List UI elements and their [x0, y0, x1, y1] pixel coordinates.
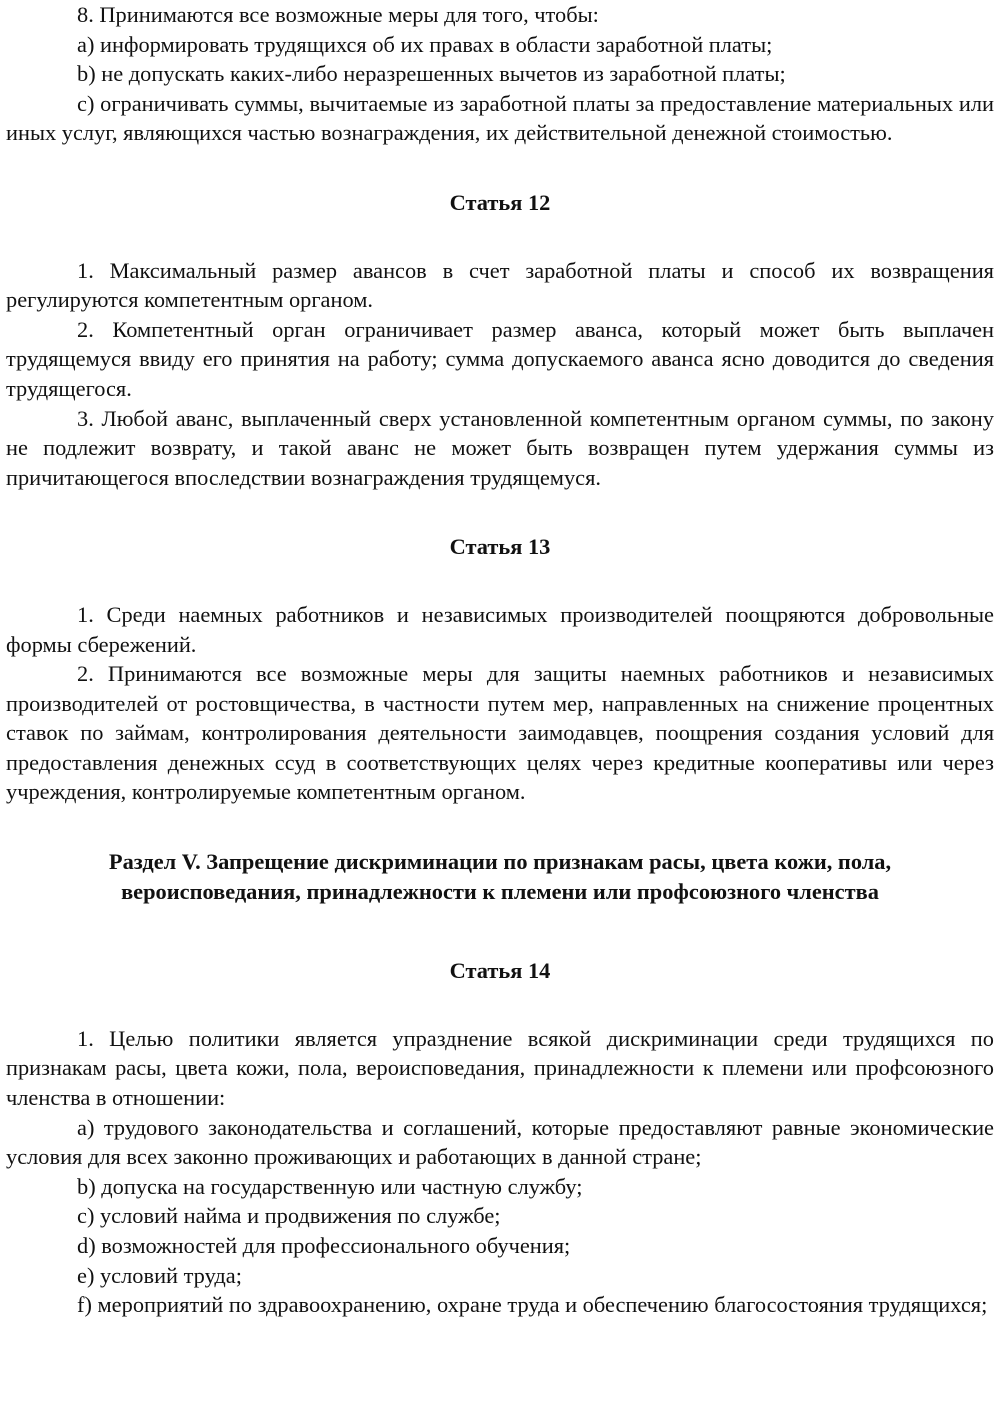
paragraph: e) условий труда; [77, 1262, 242, 1288]
paragraph: f) мероприятий по здравоохранению, охране труда и обеспечению благосостояния трудящихся; [77, 1292, 988, 1318]
section-5-title: Раздел V. Запрещение дискриминации по признакам расы, цвета кожи, пола, вероисповедания, принадлежности к племени или профсоюзного членства [108, 849, 892, 904]
article-13 [6, 532, 994, 807]
article-12 [6, 188, 994, 492]
paragraph: a) информировать трудящихся об их правах в области заработной платы; [77, 31, 773, 57]
article-14 [6, 956, 994, 1320]
article-12-title: Статья 12 [449, 189, 551, 215]
paragraph: 2. Принимаются все возможные меры для защиты наемных работников и независимых производителей от ростовщичества, в частности путем мер, направленных на снижение процентных ставок по займам, контролирования деятельности заимодавцев, поощрения создания условий для предоставления денежных ссуд в соответствующих целях через кредитные кооперативы или через учреждения, контролируемые компетентным органом. [6, 661, 994, 805]
paragraph: c) ограничивать суммы, вычитаемые из заработной платы за предоставление материальных или иных услуг, являющихся частью вознаграждения, их действительной денежной стоимостью. [6, 90, 994, 146]
paragraph: 1. Среди наемных работников и независимых производителей поощряются добровольные формы сбережений. [6, 601, 994, 657]
paragraph: b) допуска на государственную или частную службу; [77, 1173, 583, 1199]
section-5 [6, 847, 994, 906]
article-11-continuation [6, 0, 994, 148]
document-page [6, 0, 994, 1320]
paragraph: 1. Максимальный размер авансов в счет заработной платы и способ их возвращения регулируются компетентным органом. [6, 257, 994, 313]
paragraph: 3. Любой аванс, выплаченный сверх установленной компетентным органом суммы, по закону не подлежит возврату, и такой аванс не может быть возвращен путем удержания суммы из причитающегося впоследствии вознаграждения трудящемуся. [6, 405, 994, 490]
paragraph: 1. Целью политики является упразднение всякой дискриминации среди трудящихся по признакам расы, цвета кожи, пола, вероисповедания, принадлежности к племени или профсоюзного членства в отношении: [6, 1025, 994, 1111]
paragraph: d) возможностей для профессионального обучения; [77, 1233, 571, 1258]
article-13-title: Статья 13 [449, 534, 551, 560]
paragraph: a) трудового законодательства и соглашений, которые предоставляют равные экономические условия для всех законно проживающих и работающих в данной стране; [6, 1114, 994, 1170]
paragraph: b) не допускать каких-либо неразрешенных вычетов из заработной платы; [77, 61, 786, 87]
article-14-title: Статья 14 [449, 958, 551, 984]
paragraph: 8. Принимаются все возможные меры для того, чтобы: [77, 2, 599, 27]
paragraph: c) условий найма и продвижения по службе; [77, 1203, 501, 1229]
paragraph: 2. Компетентный орган ограничивает размер аванса, который может быть выплачен трудящемуся ввиду его принятия на работу; сумма допускаемого аванса ясно доводится до сведения трудящегося. [6, 316, 994, 401]
